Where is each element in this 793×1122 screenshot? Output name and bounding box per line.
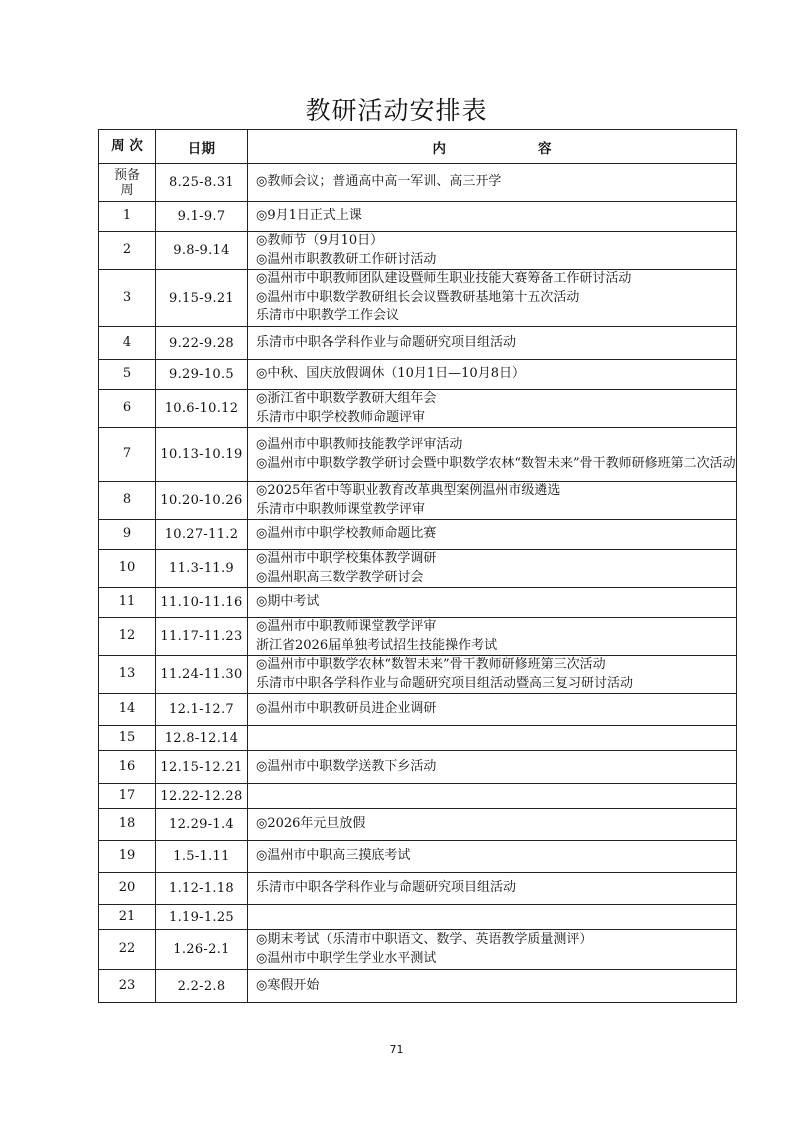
content-line: ◎温州市中职数学教研组长会议暨教研基地第十五次活动 [256,289,580,305]
table-row [99,232,737,270]
date-cell: 1.12-1.18 [156,873,248,905]
week-cell: 19 [99,841,156,873]
week-cell: 5 [99,360,156,390]
content-line: 乐清市中职各学科作业与命题研究项目组活动 [256,880,517,896]
content-cell [248,656,737,694]
content-cell [248,390,737,428]
week-cell: 2 [99,232,156,270]
content-header-left: 内 [432,140,446,157]
week-cell: 3 [99,270,156,327]
content-line: ◎浙江省中职数学教研大组年会 [256,391,437,406]
content-line: ◎温州市中职教师团队建设暨师生职业技能大赛筹备工作研讨活动 [256,271,632,287]
content-cell [248,588,737,618]
content-line: 乐清市中职各学科作业与命题研究项目组活动 [256,334,517,350]
content-line: ◎温州市职教教研工作研讨活动 [256,251,437,267]
content-cell [248,270,737,327]
content-cell [248,482,737,520]
content-line: 乐清市中职教师课堂教学评审 [256,501,426,517]
content-column-header [248,130,737,164]
date-cell: 12.22-12.28 [156,784,248,809]
table-row [99,327,737,360]
page-number: 71 [389,1043,404,1056]
content-cell [248,809,737,841]
content-line: ◎2025年省中等职业教育改革典型案例温州市级遴选 [256,483,561,498]
content-line: 乐清市中职学校教师命题评审 [256,409,426,425]
content-line: 乐清市中职各学科作业与命题研究项目组活动暨高三复习研讨活动 [256,675,634,691]
content-line: ◎温州市中职数学农林“数智未来”骨干教师研修班第三次活动 [256,657,606,672]
table-row [99,873,737,905]
week-cell: 21 [99,905,156,930]
content-cell [248,520,737,550]
table-row [99,550,737,588]
week-cell: 4 [99,327,156,360]
content-line: ◎教师会议；普通高中高一军训、高三开学 [256,174,502,190]
week-cell: 12 [99,618,156,656]
content-line: ◎9月1日正式上课 [256,208,362,224]
content-line: ◎2026年元旦放假 [256,816,366,832]
date-cell: 11.10-11.16 [156,588,248,618]
content-cell [248,694,737,726]
table-row [99,930,737,970]
table-row [99,694,737,726]
week-column-header: 周 次 [99,130,156,164]
table-header-row [99,130,737,164]
content-line: ◎教师节（9月10日） [256,233,384,248]
date-cell: 12.8-12.14 [156,726,248,751]
content-cell [248,841,737,873]
week-cell: 14 [99,694,156,726]
table-row [99,482,737,520]
content-line: ◎寒假开始 [256,977,320,993]
week-cell: 10 [99,550,156,588]
content-line: ◎温州市中职教师技能教学评审活动 [256,437,463,452]
content-cell [248,930,737,970]
content-cell [248,428,737,482]
table-row [99,520,737,550]
content-cell [248,327,737,360]
schedule-table [98,129,737,1003]
date-cell: 9.15-9.21 [156,270,248,327]
content-cell [248,360,737,390]
content-line: ◎温州职高三数学教学研讨会 [256,569,424,585]
date-cell: 11.3-11.9 [156,550,248,588]
content-line: ◎温州市中职数学送教下乡活动 [256,758,437,774]
week-cell: 17 [99,784,156,809]
date-cell: 11.24-11.30 [156,656,248,694]
content-cell [248,550,737,588]
content-cell [248,232,737,270]
week-cell: 15 [99,726,156,751]
week-cell: 1 [99,202,156,232]
week-cell: 7 [99,428,156,482]
week-cell: 8 [99,482,156,520]
date-cell: 1.26-2.1 [156,930,248,970]
content-line: ◎温州市中职学校集体教学调研 [256,551,437,566]
date-cell: 9.1-9.7 [156,202,248,232]
week-cell: 22 [99,930,156,970]
date-column-header: 日期 [156,130,248,164]
content-cell [248,751,737,784]
table-row [99,784,737,809]
table-row [99,809,737,841]
content-line: ◎温州市中职学生学业水平测试 [256,950,437,966]
week-cell: 23 [99,970,156,1003]
content-line: ◎中秋、国庆放假调休（10月1日—10月8日） [256,366,525,382]
content-line: ◎温州市中职教研员进企业调研 [256,701,437,717]
date-cell: 1.5-1.11 [156,841,248,873]
date-cell: 1.19-1.25 [156,905,248,930]
date-cell: 8.25-8.31 [156,164,248,202]
content-line: 乐清市中职教学工作会议 [256,308,400,324]
table-row [99,588,737,618]
content-line: ◎温州市中职学校教师命题比赛 [256,526,437,542]
content-cell [248,726,737,751]
week-cell: 预备周 [99,164,156,202]
content-cell [248,970,737,1003]
content-line: ◎温州市中职高三摸底考试 [256,848,411,864]
week-cell: 6 [99,390,156,428]
date-cell: 12.29-1.4 [156,809,248,841]
table-row [99,726,737,751]
content-line: ◎温州市中职数学教学研讨会暨中职数学农林“数智未来”骨干教师研修班第二次活动 [256,455,736,471]
content-header-right: 容 [538,140,552,157]
content-line: ◎温州市中职教师课堂教学评审 [256,619,437,634]
date-cell: 10.27-11.2 [156,520,248,550]
week-cell: 16 [99,751,156,784]
date-cell: 12.15-12.21 [156,751,248,784]
week-cell: 18 [99,809,156,841]
table-row [99,390,737,428]
content-cell [248,202,737,232]
table-row [99,841,737,873]
date-cell: 10.13-10.19 [156,428,248,482]
table-row [99,360,737,390]
table-row [99,970,737,1003]
date-cell: 10.6-10.12 [156,390,248,428]
content-cell [248,873,737,905]
date-cell: 9.8-9.14 [156,232,248,270]
week-cell: 20 [99,873,156,905]
date-cell: 11.17-11.23 [156,618,248,656]
date-cell: 10.20-10.26 [156,482,248,520]
week-cell: 11 [99,588,156,618]
table-row [99,428,737,482]
week-cell: 13 [99,656,156,694]
content-line: ◎期末考试（乐清市中职语文、数学、英语教学质量测评） [256,932,593,947]
table-row [99,618,737,656]
table-row [99,905,737,930]
date-cell: 9.29-10.5 [156,360,248,390]
table-row [99,656,737,694]
content-cell [248,905,737,930]
date-cell: 12.1-12.7 [156,694,248,726]
table-row [99,202,737,232]
table-row [99,164,737,202]
content-cell [248,784,737,809]
content-cell [248,164,737,202]
content-line: ◎期中考试 [256,594,320,610]
table-row [99,270,737,327]
date-cell: 2.2-2.8 [156,970,248,1003]
date-cell: 9.22-9.28 [156,327,248,360]
content-line: 浙江省2026届单独考试招生技能操作考试 [256,637,498,653]
page-title: 教研活动安排表 [305,96,488,125]
week-cell: 9 [99,520,156,550]
content-cell [248,618,737,656]
table-row [99,751,737,784]
